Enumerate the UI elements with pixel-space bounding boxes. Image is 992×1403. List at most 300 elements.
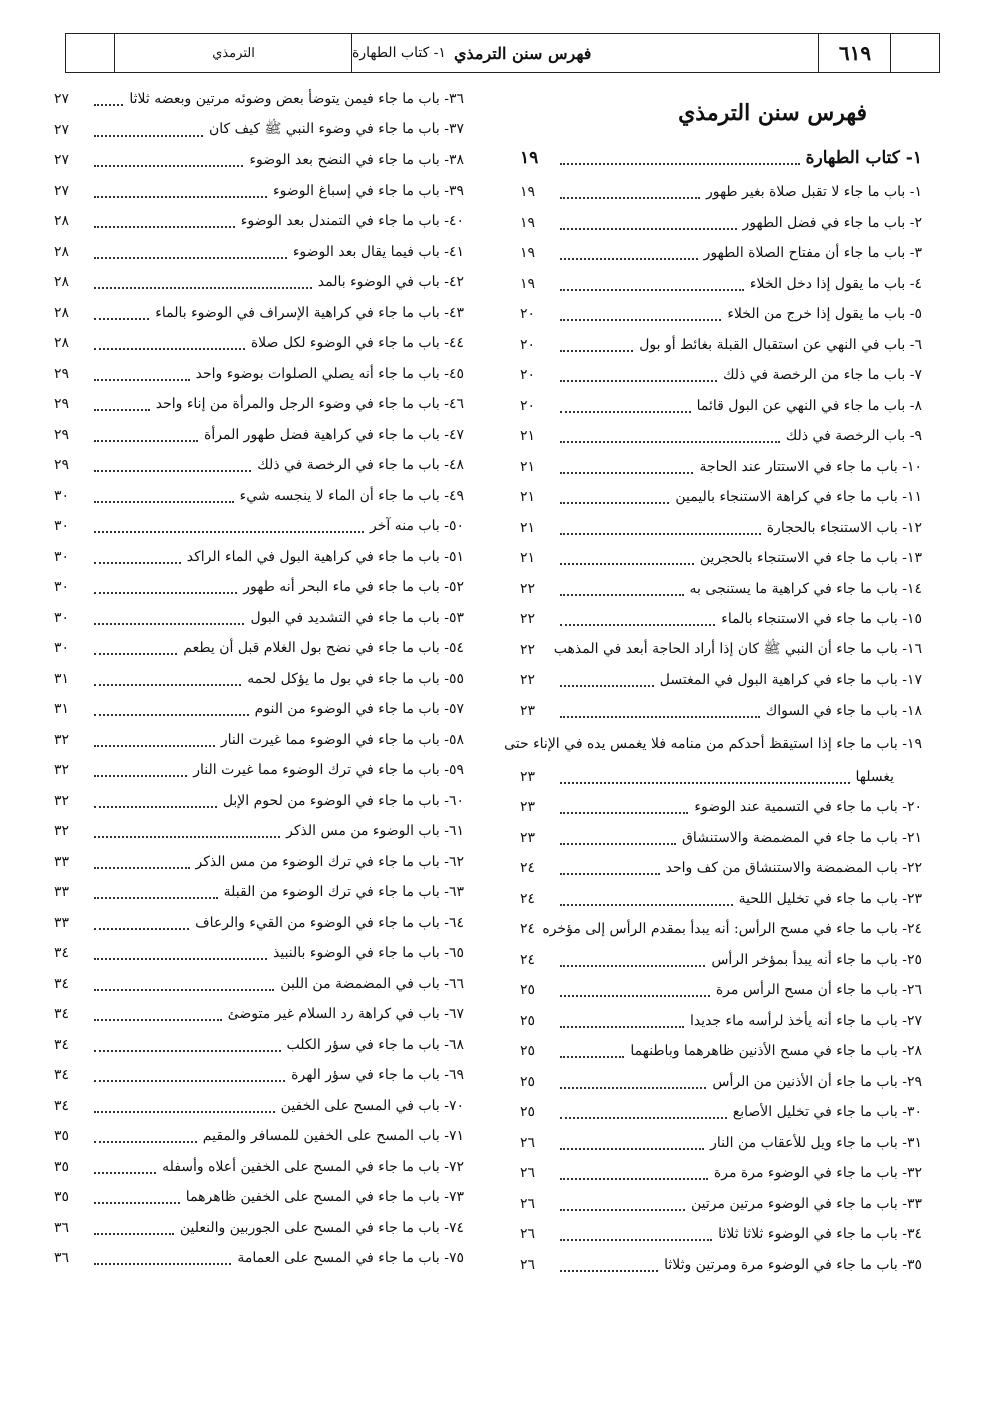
entry-page-number: ٢٦	[520, 1165, 536, 1182]
index-entry	[520, 299, 922, 330]
index-entry	[520, 543, 922, 574]
index-entry	[54, 237, 464, 268]
dot-leader	[560, 685, 654, 687]
dot-leader	[94, 440, 198, 442]
entry-page-number: ٣٣	[54, 884, 70, 901]
index-entry	[54, 908, 464, 939]
header-empty-cell-left	[66, 34, 114, 72]
entry-title: ٢٣- باب ما جاء في تخليل اللحية	[738, 890, 922, 907]
chapter-title: ١- كتاب الطهارة	[805, 148, 922, 168]
entry-title: ٢٤- باب ما جاء في مسح الرأس: أنه يبدأ بمقدم الرأس إلى مؤخره	[542, 921, 922, 938]
entry-title: ٣١- باب ما جاء ويل للأعقاب من النار	[710, 1134, 922, 1151]
entry-title: يغسلها	[855, 769, 894, 785]
dot-leader	[560, 1239, 712, 1241]
index-entry	[54, 603, 464, 634]
dot-leader	[94, 836, 280, 838]
dot-leader	[94, 531, 364, 533]
entry-page-number: ٢٨	[54, 304, 70, 321]
index-entry	[54, 176, 464, 207]
dot-leader	[560, 163, 800, 165]
dot-leader	[560, 197, 700, 199]
entry-page-number: ٣٥	[54, 1189, 70, 1206]
entry-title: ٣٠- باب ما جاء في تخليل الأصابع	[732, 1104, 922, 1121]
index-entry	[54, 694, 464, 725]
entry-page-number: ٢٦	[520, 1134, 536, 1151]
entry-title: ٣٢- باب ما جاء في الوضوء مرة مرة	[713, 1165, 922, 1182]
entry-title: ٥١- باب ما جاء في كراهية البول في الماء الراكد	[186, 548, 464, 565]
index-entry	[54, 1243, 464, 1274]
dot-leader	[94, 470, 251, 472]
dot-leader	[94, 958, 267, 960]
entry-page-number: ٢٧	[54, 152, 70, 169]
index-entry	[54, 389, 464, 420]
entry-page-number: ٢٢	[520, 580, 536, 597]
dot-leader	[94, 1141, 197, 1143]
chapter-page: ١٩	[520, 148, 539, 168]
entry-page-number: ٢٧	[54, 91, 70, 108]
dot-leader	[560, 1178, 708, 1180]
entry-title: ٢٦- باب ما جاء أن مسح الرأس مرة	[715, 982, 922, 999]
entry-title: ٦٣- باب ما جاء في ترك الوضوء من القبلة	[223, 884, 464, 901]
entry-title: ١٦- باب ما جاء أن النبي ﷺ كان إذا أراد الحاجة أبعد في المذهب	[553, 640, 922, 657]
entry-title: ٤٣- باب ما جاء في كراهية الإسراف في الوضوء بالماء	[155, 304, 464, 321]
dot-leader	[560, 904, 733, 906]
index-entry	[520, 884, 922, 915]
index-entry	[54, 969, 464, 1000]
dot-leader	[560, 594, 684, 596]
index-entry	[54, 84, 464, 115]
entry-page-number: ٢٩	[54, 396, 70, 413]
index-entry	[54, 420, 464, 451]
index-entry	[504, 726, 922, 762]
entry-title: ١- باب ما جاء لا تقبل صلاة بغير طهور	[705, 184, 922, 201]
entry-title: ٨- باب ما جاء في النهي عن البول قائما	[696, 397, 922, 414]
dot-leader	[560, 843, 676, 845]
running-header	[65, 33, 940, 73]
dot-leader	[560, 228, 737, 230]
entry-page-number: ٢٧	[54, 121, 70, 138]
entry-page-number: ٢١	[520, 458, 536, 475]
entry-page-number: ٣٥	[54, 1128, 70, 1145]
entry-title: ٦٨- باب ما جاء في سؤر الكلب	[286, 1036, 464, 1053]
index-entry	[54, 847, 464, 878]
entry-title: ٤٩- باب ما جاء أن الماء لا ينجسه شيء	[239, 487, 464, 504]
dot-leader	[560, 289, 744, 291]
entry-page-number: ٣٤	[54, 1097, 70, 1114]
entry-title: ٣٩- باب ما جاء في إسباغ الوضوء	[272, 182, 464, 199]
entry-title: ٤٧- باب ما جاء في كراهية فضل طهور المرأة	[204, 426, 464, 443]
dot-leader	[560, 258, 698, 260]
index-entry	[520, 945, 922, 976]
dot-leader	[94, 1172, 156, 1174]
dot-leader	[560, 533, 761, 535]
entry-page-number: ٣٤	[54, 945, 70, 962]
entry-title: ٣٥- باب ما جاء في الوضوء مرة ومرتين وثلاثا	[664, 1256, 922, 1273]
dot-leader	[94, 257, 287, 259]
entry-page-number: ٣٤	[54, 1006, 70, 1023]
entry-title: ٦٥- باب ما جاء في الوضوء بالنبيذ	[273, 945, 464, 962]
dot-leader	[94, 867, 190, 869]
entry-page-number: ٢١	[520, 519, 536, 536]
entry-page-number: ٣٢	[54, 762, 70, 779]
entry-title: ٢١- باب ما جاء في المضمضة والاستنشاق	[681, 829, 922, 846]
dot-leader	[560, 1148, 704, 1150]
entry-title: ١٤- باب ما جاء في كراهية ما يستنجى به	[689, 580, 922, 597]
entry-page-number: ٢٤	[520, 951, 536, 968]
entry-title: ٣٧- باب ما جاء في وضوء النبي ﷺ كيف كان	[208, 120, 464, 137]
dot-leader	[560, 563, 694, 565]
index-entry	[520, 914, 922, 945]
entry-page-number: ٣٠	[54, 518, 70, 535]
entry-page-number: ٢٨	[54, 243, 70, 260]
entry-page-number: ٣١	[54, 701, 70, 718]
index-entry	[520, 1158, 922, 1189]
entry-title: ٤٤- باب ما جاء في الوضوء لكل صلاة	[250, 335, 464, 352]
dot-leader	[94, 287, 312, 289]
entry-title: ٦٢- باب ما جاء في ترك الوضوء من مس الذكر	[195, 853, 464, 870]
index-entry	[520, 574, 922, 605]
index-entry	[54, 1091, 464, 1122]
entry-page-number: ٢٢	[520, 672, 536, 689]
entry-page-number: ٢٢	[520, 641, 536, 658]
entry-title: ٦٤- باب ما جاء في الوضوء من القيء والرعاف	[195, 914, 464, 931]
index-entry	[520, 1097, 922, 1128]
index-entry	[54, 755, 464, 786]
index-entry	[520, 635, 922, 666]
index-entry	[54, 877, 464, 908]
entry-title: ٤٥- باب ما جاء أنه يصلي الصلوات بوضوء واحد	[195, 365, 464, 382]
entry-page-number: ٣٢	[54, 731, 70, 748]
entry-title: ٦- باب في النهي عن استقبال القبلة بغائط أو بول	[639, 336, 922, 353]
entry-title: ٩- باب الرخصة في ذلك	[785, 428, 922, 445]
entry-title: ١٩- باب ما جاء إذا استيقظ أحدكم من منامه فلا يغمس يده في الإناء حتى	[504, 736, 922, 752]
entry-title: ٧٤- باب ما جاء في المسح على الجوربين والنعلين	[179, 1219, 464, 1236]
dot-leader	[94, 348, 245, 350]
entry-title: ٦٧- باب في كراهة رد السلام غير متوضئ	[227, 1006, 464, 1023]
index-entry	[520, 1128, 922, 1159]
dot-leader	[94, 1080, 285, 1082]
entry-page-number: ٢١	[520, 428, 536, 445]
index-entry	[520, 238, 922, 269]
entry-page-number: ٢٥	[520, 1104, 536, 1121]
entry-title: ١٨- باب ما جاء في السواك	[765, 702, 922, 719]
entry-page-number: ٣٠	[54, 579, 70, 596]
entry-title: ١٣- باب ما جاء في الاستنجاء بالحجرين	[699, 550, 922, 567]
entry-page-number: ٣٦	[54, 1250, 70, 1267]
dot-leader	[94, 928, 189, 930]
entry-title: ٣٦- باب ما جاء فيمن يتوضأ بعض وضوئه مرتين وبعضه ثلاثا	[129, 91, 464, 108]
index-entry	[54, 664, 464, 695]
index-entry	[54, 1121, 464, 1152]
dot-leader	[94, 775, 187, 777]
entry-title: ٧٢- باب ما جاء في المسح على الخفين أعلاه وأسفله	[162, 1158, 464, 1175]
dot-leader	[560, 380, 717, 382]
index-entry	[520, 792, 922, 823]
entry-title: ٧٥- باب ما جاء في المسح على العمامة	[237, 1250, 464, 1267]
entry-title: ٤٢- باب في الوضوء بالمد	[317, 274, 464, 291]
dot-leader	[94, 1263, 231, 1265]
dot-leader	[560, 441, 780, 443]
entry-title: ٦٦- باب في المضمضة من اللبن	[280, 975, 464, 992]
index-entry	[520, 482, 922, 513]
entry-title: ٤٦- باب ما جاء في وضوء الرجل والمرأة من إناء واحد	[155, 396, 464, 413]
entry-page-number: ٢٠	[520, 306, 536, 323]
dot-leader	[94, 745, 215, 747]
entry-title: ١١- باب ما جاء في كراهة الاستنجاء باليمين	[675, 489, 922, 506]
entry-page-number: ٢١	[520, 489, 536, 506]
entry-page-number: ٢١	[520, 550, 536, 567]
entry-title: ٦٩- باب ما جاء في سؤر الهرة	[291, 1067, 464, 1084]
entry-page-number: ٢٤	[520, 921, 536, 938]
entry-page-number: ٢٨	[54, 274, 70, 291]
index-entry	[520, 391, 922, 422]
dot-leader	[94, 592, 237, 594]
dot-leader	[94, 806, 217, 808]
entry-page-number: ٣٠	[54, 609, 70, 626]
index-entry	[520, 1036, 922, 1067]
entry-title: ٢٩- باب ما جاء أن الأذنين من الرأس	[712, 1073, 922, 1090]
entry-page-number: ٢٩	[54, 426, 70, 443]
entry-title: ٢٧- باب ما جاء أنه يأخذ لرأسه ماء جديدا	[689, 1012, 922, 1029]
entry-page-number: ٢٥	[520, 982, 536, 999]
entry-page-number: ٣٠	[54, 487, 70, 504]
dot-leader	[94, 897, 218, 899]
entry-page-number: ٣٣	[54, 914, 70, 931]
index-title: فهرس سنن الترمذي	[678, 100, 867, 126]
index-entry	[54, 633, 464, 664]
entry-title: ٤٨- باب ما جاء في الرخصة في ذلك	[257, 457, 464, 474]
dot-leader	[94, 196, 267, 198]
entry-page-number: ٢٥	[520, 1043, 536, 1060]
index-entry	[520, 177, 922, 208]
entry-title: ٦٠- باب ما جاء في الوضوء من لحوم الإبل	[222, 792, 464, 809]
entry-title: ٤٠- باب ما جاء في التمندل بعد الوضوء	[240, 213, 464, 230]
index-entry	[520, 1219, 922, 1250]
dot-leader	[560, 1087, 706, 1089]
index-entry	[54, 328, 464, 359]
index-entry	[54, 267, 464, 298]
index-entry	[54, 1060, 464, 1091]
entry-title: ٣٣- باب ما جاء في الوضوء مرتين مرتين	[691, 1195, 922, 1212]
dot-leader	[94, 714, 249, 716]
index-entry	[54, 206, 464, 237]
index-entry	[520, 1006, 922, 1037]
entry-page-number: ٣٣	[54, 853, 70, 870]
entry-page-number: ٣٢	[54, 823, 70, 840]
entry-page-number: ٢٩	[54, 365, 70, 382]
entry-title: ٥٧- باب ما جاء في الوضوء من النوم	[254, 701, 464, 718]
index-entry	[54, 1152, 464, 1183]
index-entry	[520, 360, 922, 391]
dot-leader	[560, 411, 691, 413]
index-entry	[520, 604, 922, 635]
dot-leader	[94, 653, 177, 655]
index-entry	[54, 359, 464, 390]
entry-title: ٧١- باب المسح على الخفين للمسافر والمقيم	[202, 1128, 464, 1145]
entry-page-number: ٣٤	[54, 1036, 70, 1053]
dot-leader	[560, 812, 688, 814]
entry-page-number: ٣٠	[54, 548, 70, 565]
header-running-title: فهرس سنن الترمذي	[453, 43, 592, 63]
dot-leader	[94, 623, 244, 625]
entry-title: ١٠- باب ما جاء في الاستتار عند الحاجة	[699, 458, 922, 475]
index-entry	[520, 1250, 922, 1281]
index-entry	[520, 513, 922, 544]
entry-page-number: ٢٠	[520, 336, 536, 353]
index-entry	[520, 1067, 922, 1098]
dot-leader	[94, 501, 234, 503]
entry-title: ٤١- باب فيما يقال بعد الوضوء	[292, 243, 464, 260]
dot-leader	[560, 716, 760, 718]
index-entry	[520, 208, 922, 239]
dot-leader	[94, 226, 235, 228]
entry-page-number: ٢٣	[520, 702, 536, 719]
dot-leader	[560, 873, 660, 875]
entry-title: ٣٤- باب ما جاء في الوضوء ثلاثا ثلاثا	[718, 1226, 922, 1243]
entry-page-number: ٣٢	[54, 792, 70, 809]
entry-page-number: ٢٦	[520, 1226, 536, 1243]
dot-leader	[560, 1270, 658, 1272]
dot-leader	[560, 1117, 727, 1119]
index-entry	[54, 1182, 464, 1213]
entry-page-number: ٣٠	[54, 640, 70, 657]
dot-leader	[94, 562, 181, 564]
dot-leader	[94, 1111, 275, 1113]
entry-title: ٢٨- باب ما جاء في مسح الأذنين ظاهرهما وباطنهما	[630, 1043, 922, 1060]
entry-page-number: ٢٤	[520, 890, 536, 907]
entry-title: ١٧- باب ما جاء في كراهية البول في المغتسل	[659, 672, 922, 689]
entry-page-number: ١٩	[520, 245, 536, 262]
index-entry	[54, 725, 464, 756]
index-entry	[54, 511, 464, 542]
entry-title: ٥٩- باب ما جاء في ترك الوضوء مما غيرت النار	[193, 762, 464, 779]
index-entry	[54, 572, 464, 603]
entry-page-number: ٢٧	[54, 182, 70, 199]
dot-leader	[560, 1209, 685, 1211]
entry-page-number: ٣٦	[54, 1219, 70, 1236]
index-entry	[54, 298, 464, 329]
chapter-heading	[520, 145, 922, 171]
index-entry	[520, 665, 922, 696]
dot-leader	[94, 409, 150, 411]
entry-page-number: ٢٨	[54, 335, 70, 352]
index-entry	[520, 762, 922, 792]
entry-title: ٦١- باب الوضوء من مس الذكر	[286, 823, 464, 840]
dot-leader	[560, 1026, 684, 1028]
entry-title: ٢٢- باب المضمضة والاستنشاق من كف واحد	[665, 860, 922, 877]
index-entry	[54, 1030, 464, 1061]
entry-page-number: ٢٣	[520, 799, 536, 816]
index-entry	[54, 481, 464, 512]
index-entry	[520, 269, 922, 300]
dot-leader	[560, 1056, 624, 1058]
entry-title: ٧٠- باب في المسح على الخفين	[280, 1097, 464, 1114]
entry-page-number: ٢٠	[520, 397, 536, 414]
dot-leader	[94, 1019, 222, 1021]
index-entry	[520, 696, 922, 727]
header-empty-cell-right	[890, 34, 940, 72]
dot-leader	[560, 782, 850, 784]
index-entry	[54, 115, 464, 146]
index-entry	[520, 421, 922, 452]
entry-page-number: ٢٦	[520, 1195, 536, 1212]
index-entry	[54, 816, 464, 847]
entry-title: ٤- باب ما يقول إذا دخل الخلاء	[749, 275, 922, 292]
dot-leader	[560, 624, 715, 626]
dot-leader	[94, 684, 241, 686]
index-entry	[54, 999, 464, 1030]
entry-page-number: ٢٤	[520, 860, 536, 877]
dot-leader	[94, 318, 149, 320]
dot-leader	[560, 350, 633, 352]
dot-leader	[94, 165, 243, 167]
entry-page-number: ٢٥	[520, 1073, 536, 1090]
dot-leader	[94, 104, 123, 106]
index-entry	[54, 938, 464, 969]
entry-title: ٥٢- باب ما جاء في ماء البحر أنه طهور	[243, 579, 464, 596]
dot-leader	[560, 502, 669, 504]
index-entry	[520, 823, 922, 854]
entry-title: ٢٥- باب ما جاء أنه يبدأ بمؤخر الرأس	[711, 951, 922, 968]
entry-page-number: ١٩	[520, 184, 536, 201]
entry-page-number: ٢٥	[520, 1012, 536, 1029]
entry-title: ٣- باب ما جاء أن مفتاح الصلاة الطهور	[703, 245, 922, 262]
entry-page-number: ٢٣	[520, 769, 536, 785]
entry-page-number: ٣٤	[54, 1067, 70, 1084]
header-book-label: الترمذي	[114, 34, 352, 72]
right-index-column	[504, 177, 922, 1280]
entry-page-number: ٣٤	[54, 975, 70, 992]
index-entry	[520, 1189, 922, 1220]
entry-title: ٧٣- باب ما جاء في المسح على الخفين ظاهرهما	[185, 1189, 464, 1206]
entry-page-number: ٢٠	[520, 367, 536, 384]
index-entry	[54, 542, 464, 573]
entry-title: ٥- باب ما يقول إذا خرج من الخلاء	[727, 306, 922, 323]
entry-page-number: ١٩	[520, 214, 536, 231]
index-entry	[54, 1213, 464, 1244]
index-entry	[54, 145, 464, 176]
dot-leader	[560, 995, 710, 997]
entry-title: ١٥- باب ما جاء في الاستنجاء بالماء	[721, 611, 922, 628]
dot-leader	[560, 965, 705, 967]
header-page-number: ٦١٩	[818, 34, 891, 72]
dot-leader	[560, 319, 721, 321]
index-entry	[520, 975, 922, 1006]
entry-title: ٥٠- باب منه آخر	[370, 518, 464, 535]
entry-title: ٧- باب ما جاء من الرخصة في ذلك	[722, 367, 922, 384]
index-entry	[520, 452, 922, 483]
left-index-column	[54, 84, 464, 1274]
dot-leader	[560, 472, 693, 474]
entry-page-number: ٣١	[54, 670, 70, 687]
entry-title: ٥٤- باب ما جاء في نضح بول الغلام قبل أن يطعم	[183, 640, 464, 657]
entry-title: ٥٥- باب ما جاء في بول ما يؤكل لحمه	[247, 670, 464, 687]
dot-leader	[94, 1050, 281, 1052]
entry-page-number: ٣٥	[54, 1158, 70, 1175]
entry-page-number: ٢٦	[520, 1256, 536, 1273]
dot-leader	[94, 1202, 180, 1204]
entry-title: ٢- باب ما جاء في فضل الطهور	[742, 214, 922, 231]
index-entry	[520, 853, 922, 884]
dot-leader	[94, 989, 274, 991]
entry-title: ١٢- باب الاستنجاء بالحجارة	[766, 519, 922, 536]
dot-leader	[94, 135, 203, 137]
entry-page-number: ٢٢	[520, 611, 536, 628]
entry-title: ٣٨- باب ما جاء في النضح بعد الوضوء	[249, 152, 464, 169]
entry-page-number: ٢٨	[54, 213, 70, 230]
index-entry	[54, 450, 464, 481]
entry-page-number: ٢٩	[54, 457, 70, 474]
